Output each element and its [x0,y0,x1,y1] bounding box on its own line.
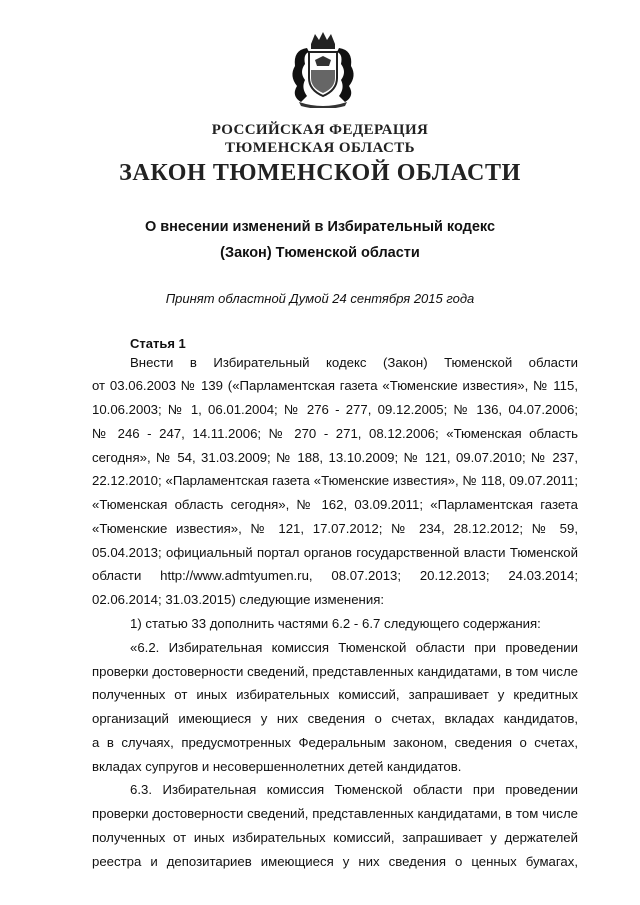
article-heading: Статья 1 [130,336,186,351]
adoption-note: Принят областной Думой 24 сентября 2015 года [165,291,475,306]
law-title-line-1: О внесении изменений в Избирательный кодекс [144,219,496,235]
body-line: 02.06.2014; 31.03.2015) следующие изменения: [92,592,384,607]
law-title-line-2: (Закон) Тюменской области [220,245,420,261]
body-line: 05.04.2013; официальный портал органов государственной власти Тюменской [92,545,578,560]
body-line: проверки достоверности сведений, представленных кандидатами, в том числе [92,664,578,679]
body-line: Внести в Избирательный кодекс (Закон) Тюменской области [130,355,578,370]
body-line: организаций имеющиеся у них сведения о счетах, вкладах кандидатов, [92,711,578,726]
body-line: а в случаях, предусмотренных Федеральным законом, сведения о счетах, [92,735,578,750]
body-line: «Тюменские известия», № 121, 17.07.2012; № 234, 28.12.2012; № 59, [92,521,578,536]
body-line: «Тюменская область сегодня», № 162, 03.09.2011; «Парламентская газета [92,497,578,512]
country-header: РОССИЙСКАЯ ФЕДЕРАЦИЯ [211,122,429,138]
coat-of-arms-emblem-icon [285,30,361,108]
region-header: ТЮМЕНСКАЯ ОБЛАСТЬ [225,140,415,156]
body-line: от 03.06.2003 № 139 («Парламентская газета «Тюменские известия», № 115, [92,378,578,393]
body-line: 6.3. Избирательная комиссия Тюменской области при проведении [130,782,578,797]
body-line: 22.12.2010; «Парламентская газета «Тюменские известия», № 118, 09.07.2011; [92,473,578,488]
body-line: полученных от иных избирательных комиссий, запрашивает у кредитных [92,687,578,702]
body-line: сегодня», № 54, 31.03.2009; № 188, 13.10.2009; № 121, 09.07.2010; № 237, [92,450,578,465]
body-line: полученных от иных избирательных комиссий, запрашивает у держателей [92,830,578,845]
body-line: области http://www.admtyumen.ru, 08.07.2013; 20.12.2013; 24.03.2014; [92,568,578,583]
law-heading: ЗАКОН ТЮМЕНСКОЙ ОБЛАСТИ [119,160,521,186]
body-line: реестра и депозитариев имеющиеся у них сведения о ценных бумагах, [92,854,578,869]
body-line: проверки достоверности сведений, представленных кандидатами, в том числе [92,806,578,821]
body-line: 1) статью 33 дополнить частями 6.2 - 6.7 следующего содержания: [130,616,541,631]
body-line: 10.06.2003; № 1, 06.01.2004; № 276 - 277, 09.12.2005; № 136, 04.07.2006; [92,402,578,417]
body-line: вкладах супругов и несовершеннолетних детей кандидатов. [92,759,462,774]
body-line: «6.2. Избирательная комиссия Тюменской области при проведении [130,640,578,655]
body-line: № 246 - 247, 14.11.2006; № 270 - 271, 08.12.2006; «Тюменская область [92,426,578,441]
